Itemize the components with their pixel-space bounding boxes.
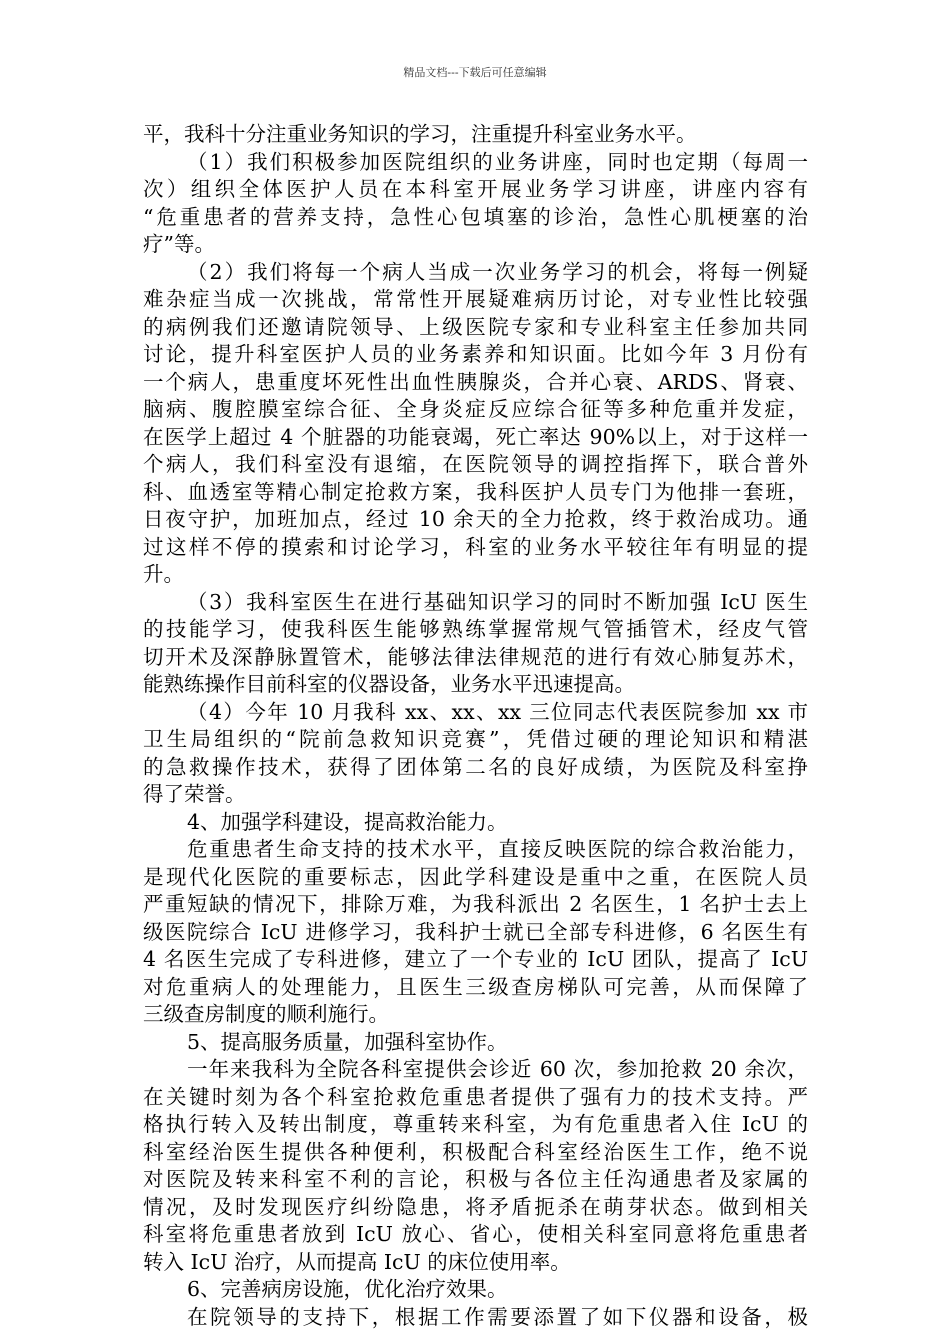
section-heading: 5、提高服务质量，加强科室协作。 (187, 1029, 508, 1054)
paragraph-line: 次）组织全体医护人员在本科室开展业务学习讲座，讲座内容有 (143, 177, 808, 201)
paragraph-line: 一年来我科为全院各科室提供会诊近 60 次，参加抢救 20 余次， (187, 1057, 808, 1081)
paragraph-line: （3）我科室医生在进行基础知识学习的同时不断加强 IcU 医生 (187, 589, 808, 614)
paragraph-line: 严重短缺的情况下，排除万难，为我科派出 2 名医生，1 名护士去上 (143, 892, 808, 916)
paragraph-line: 在关键时刻为各个科室抢救危重患者提供了强有力的技术支持。严 (143, 1084, 808, 1109)
paragraph-line: （1）我们积极参加医院组织的业务讲座，同时也定期（每周一 (187, 149, 808, 174)
document-body (143, 121, 808, 1331)
paragraph-line: 在医学上超过 4 个脏器的功能衰竭，死亡率达 90%以上，对于这样一 (143, 424, 808, 449)
paragraph-line: 切开术及深静脉置管术，能够法律法律规范的进行有效心肺复苏术， (143, 644, 808, 669)
paragraph-line: 三级查房制度的顺利施行。 (143, 1002, 389, 1026)
paragraph-line: 日夜守护，加班加点，经过 10 余天的全力抢救，终于救治成功。通 (143, 507, 808, 531)
paragraph-line: 升。 (143, 562, 184, 586)
paragraph-line: 转入 IcU 治疗，从而提高 IcU 的床位使用率。 (143, 1249, 571, 1274)
paragraph-line: 格执行转入及转出制度，尊重转来科室，为有危重患者入住 IcU 的 (143, 1112, 808, 1136)
paragraph-line: （4）今年 10 月我科 xx、xx、xx 三位同志代表医院参加 xx 市 (187, 699, 808, 724)
paragraph-line: “危重患者的营养支持，急性心包填塞的诊治，急性心肌梗塞的治 (143, 204, 808, 229)
paragraph-line: 能熟练操作目前科室的仪器设备，业务水平迅速提高。 (143, 672, 635, 696)
paragraph-line: 对医院及转来科室不利的言论，积极与各位主任沟通患者及家属的 (143, 1167, 808, 1191)
paragraph-line: 的病例我们还邀请院领导、上级医院专家和专业科室主任参加共同 (143, 314, 808, 339)
section-heading: 4、加强学科建设，提高救治能力。 (187, 809, 508, 834)
paragraph-line: 危重患者生命支持的技术水平，直接反映医院的综合救治能力， (187, 837, 808, 861)
page-header: 精品文档---下载后可任意编辑 (403, 66, 547, 79)
paragraph-line: 对危重病人的处理能力，且医生三级查房梯队可完善，从而保障了 (143, 974, 808, 999)
paragraph-line: 级医院综合 IcU 进修学习，我科护士就已全部专科进修，6 名医生有 (143, 919, 808, 944)
paragraph-line: 难杂症当成一次挑战，常常性开展疑难病历讨论，对专业性比较强 (143, 287, 808, 311)
paragraph-line: 疗”等。 (143, 232, 215, 256)
paragraph-line: 在院领导的支持下，根据工作需要添置了如下仪器和设备，极 (187, 1304, 808, 1329)
paragraph-line: 一个病人，患重度坏死性出血性胰腺炎，合并心衰、ARDS、肾衰、 (143, 369, 808, 394)
paragraph-line: 的急救操作技术，获得了团体第二名的良好成绩，为医院及科室挣 (143, 754, 808, 779)
paragraph-line: 的技能学习，使我科医生能够熟练掌握常规气管插管术，经皮气管 (143, 617, 808, 641)
paragraph-line: 个病人，我们科室没有退缩，在医院领导的调控指挥下，联合普外 (143, 452, 808, 476)
paragraph-line: 科室经治医生提供各种便利，积极配合科室经治医生工作，绝不说 (143, 1139, 808, 1164)
paragraph-line: 4 名医生完成了专科进修，建立了一个专业的 IcU 团队，提高了 IcU (143, 947, 808, 971)
paragraph-line: 科、血透室等精心制定抢救方案，我科医护人员专门为他排一套班， (143, 479, 808, 504)
paragraph-line: 是现代化医院的重要标志，因此学科建设是重中之重，在医院人员 (143, 864, 808, 889)
paragraph-line: 脑病、腹腔膜室综合征、全身炎症反应综合征等多种危重并发症， (143, 397, 808, 421)
paragraph-line: 情况，及时发现医疗纠纷隐患，将矛盾扼杀在萌芽状态。做到相关 (143, 1194, 808, 1219)
paragraph-line: （2）我们将每一个病人当成一次业务学习的机会，将每一例疑 (187, 259, 808, 284)
paragraph-line: 过这样不停的摸索和讨论学习，科室的业务水平较往年有明显的提 (143, 534, 808, 559)
paragraph-line: 讨论，提升科室医护人员的业务素养和知识面。比如今年 3 月份有 (143, 342, 808, 366)
paragraph-line: 平，我科十分注重业务知识的学习，注重提升科室业务水平。 (143, 122, 697, 146)
section-heading: 6、完善病房设施，优化治疗效果。 (187, 1277, 508, 1301)
paragraph-line: 科室将危重患者放到 IcU 放心、省心，使相关科室同意将危重患者 (143, 1222, 808, 1246)
paragraph-line: 得了荣誉。 (143, 782, 246, 806)
paragraph-line: 卫生局组织的“院前急救知识竞赛”，凭借过硬的理论知识和精湛 (143, 727, 808, 751)
